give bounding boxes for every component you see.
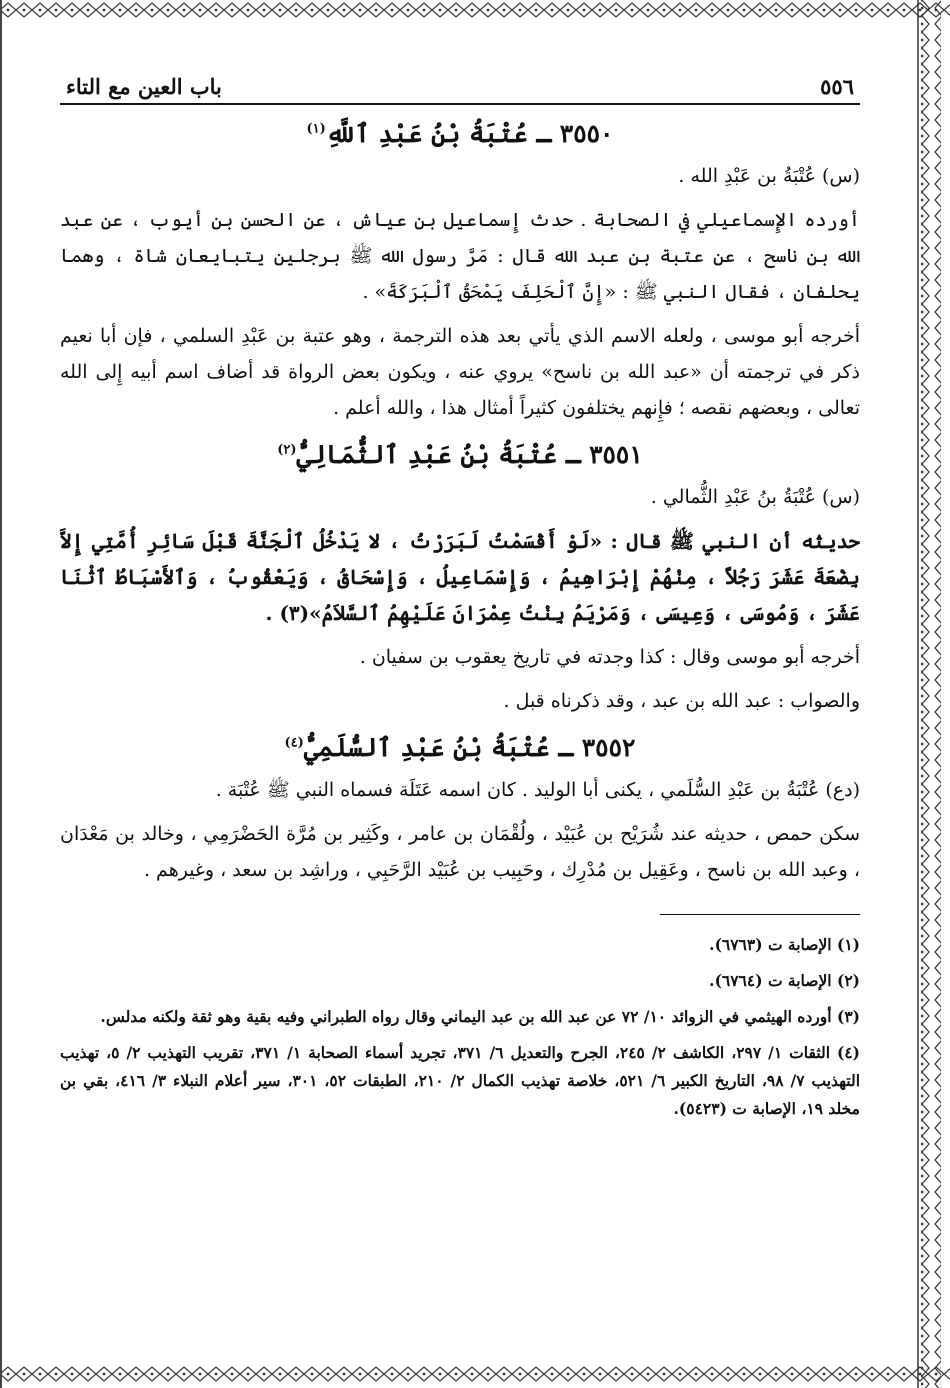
footnotes (60, 931, 860, 1123)
decorative-border-top (0, 0, 950, 20)
entry-code-line: (دع) عُتْبَةُ بن عَبْدِ السُّلَمي ، يكنى أبا الوليد . كان اسمه عَتَلَة فسماه النبي ﷺ عُتْبَة . (215, 779, 860, 801)
entry-title: ٣٥٥١ ـ عُتْبَةُ بْنُ عَبْدِ ٱلثُّمَالِيُّ$^{(٢)}$ (277, 440, 643, 469)
footnote: (١) الإصابة ت (٦٧٦٣). (709, 935, 860, 954)
footnote-mark: (٢) (277, 442, 297, 458)
footnote: (٤) الثقات ١/ ٢٩٧، الكاشف ٢/ ٢٤٥، الجرح والتعديل ٦/ ٣٧١، تجريد أسماء الصحابة ١/ ٣٧١، تقريب التهذيب ٢/ ٥، تهذيب التهذيب ٧/ ٩٨، التاريخ الكبير ٦/ ٥٢١، خلاصة تهذيب الكمال ٢/ ٢١٠، الطبقات ٥٢، ٣٠١، سير أعلام النبلاء ٣/ ٤١٦، بقي بن مخلد ١٩، الإصابة ت (٥٤٢٣). (60, 1043, 861, 1118)
hadith-paragraph: حديثه أن النبي ﷺ قال : «لَوْ أَقْسَمْتُ لَبَرَرْتُ ، لا يَدْخُلُ ٱلْجَنَّةَ قَبْلَ سَائِرِ أُمَّتِي إِلاَّ بِضْعَةَ عَشَرَ رَجُلاً ، مِنْهُمْ إِبْرَاهِيمُ ، وَإِسْمَاعِيلُ ، وَإِسْحَاقُ ، وَيَعْقُوبُ ، وَٱلأَسْبَاطُ ٱثْنَا عَشَرَ ، وَمُوسَى ، وَعِيسَى ، وَمَرْيَمُ بِنْتُ عِمْرَانَ عَلَيْهِمُ ٱلسَّلاَمُ»(٣) . (60, 529, 860, 625)
entry-paragraph: أخرجه أبو موسى ، ولعله الاسم الذي يأتي بعد هذه الترجمة ، وهو عتبة بن عَبْدِ السلمي ، فإن أبا نعيم ذكر في ترجمته أن «عبد الله بن ناسح» يروي عنه ، ويكون بعض الرواة قد أضاف اسم أبيه إِلى الله تعالى ، وبعضهم نقصه ؛ فإِنهم يختلفون كثيراً أمثال هذا ، والله أعلم . (60, 325, 860, 419)
book-page (60, 60, 860, 1131)
page-number: ٥٥٦ (820, 74, 854, 99)
entry-code-line: (س) عُتْبَةُ بن عَبْدِ الله . (678, 165, 860, 187)
decorative-border-bottom (0, 1364, 950, 1388)
entry-paragraph: والصواب : عبد الله بن عبد ، وقد ذكرناه قبل . (503, 690, 860, 712)
entry-code-line: (س) عُتْبَةُ بنُ عَبْدِ الثُّمالي . (650, 486, 860, 508)
footnote-mark: (٤) (284, 735, 304, 751)
entry-paragraph: أورده الإِسماعيلي في الصحابة . حدث إِسماعيل بن عياش ، عن الحسن بن أيوب ، عن عبد الله بن ناسح ، عن عتبة بن عبد الله قال : مَرَّ رسول الله ﷺ برجلين يتبايعان شاة ، وهما يحلفان ، فقال النبي ﷺ : «إِنَّ ٱلْحَلِفَ يَمْحَقُ ٱلْبَرَكَةَ» . (60, 209, 860, 303)
footnote-mark: (١) (306, 121, 326, 137)
decorative-border-right (912, 0, 950, 1388)
running-header (60, 60, 860, 105)
footnote: (٢) الإصابة ت (٦٧٦٤). (709, 971, 860, 990)
entry-3550 (60, 119, 860, 426)
entry-paragraph: سكن حمص ، حديثه عند شُرَيْح بن عُبَيْد ، ولُقْمَان بن عامر ، وكَثِير بن مُرَّة الحَضْرَمِي ، وخالد بن مَعْدَان ، وعبد الله بن ناسح ، وعَقِيل بن مُدْرِك ، وحَبِيب بن عُبَيْد الرَّحَبِي ، وراشِد بن سعد ، وغيرهم . (60, 823, 860, 881)
footnote-separator (660, 914, 860, 915)
chapter-title: باب العين مع التاء (66, 74, 222, 99)
entry-paragraph: أخرجه أبو موسى وقال : كذا وجدته في تاريخ يعقوب بن سفيان . (359, 646, 860, 668)
entry-3552 (60, 733, 860, 888)
entry-title: ٣٥٥٢ ـ عُتْبَةُ بْنُ عَبْدِ ٱلسُّلَمِيُّ$^{(٤)}$ (284, 733, 636, 762)
left-margin-line (0, 0, 8, 1388)
footnote: (٣) أورده الهيثمي في الزوائد ١٠/ ٧٢ عن عبد الله بن عبد اليماني وقال رواه الطبراني وفيه بقية وهو ثقة ولكنه مدلس. (100, 1007, 860, 1026)
entry-title: ٣٥٥٠ ـ عُتْبَةُ بْنُ عَبْدِ ٱللَّهِ$^{(١)}$ (306, 119, 614, 148)
entry-3551 (60, 440, 860, 719)
